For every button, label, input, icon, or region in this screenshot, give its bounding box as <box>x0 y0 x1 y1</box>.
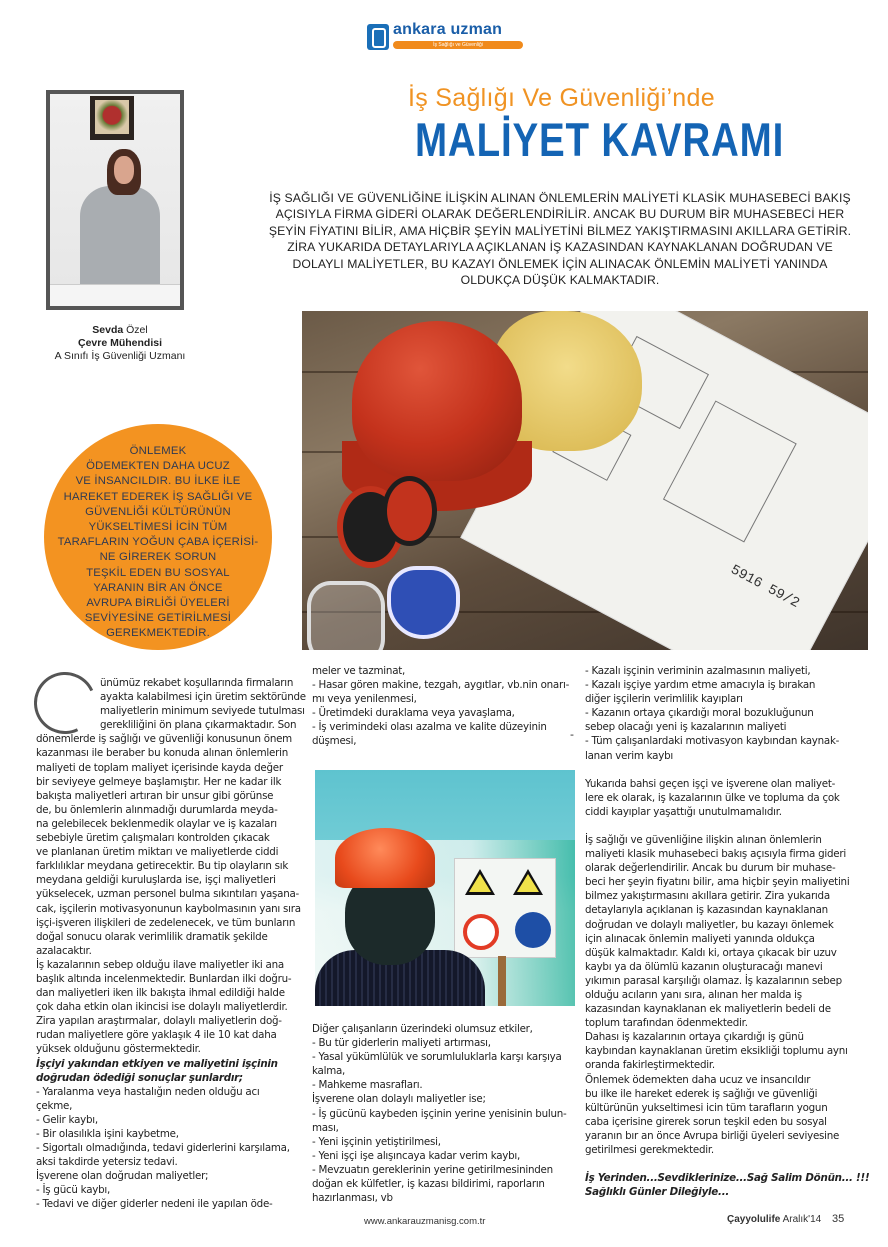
text-line: çekme, <box>36 1099 73 1112</box>
text-line: İş kazalarının sebep olduğu ilave maliyetler iki ana <box>36 958 284 971</box>
logo-brand-text: ankara uzman <box>393 21 503 38</box>
closing-line: Sağlıklı Günler Dileğiyle... <box>585 1186 730 1199</box>
text-line: - Bir olasılıkla işini kaybetme, <box>36 1128 179 1140</box>
text-line: - İş gücü kaybı, <box>36 1184 111 1197</box>
text-line: ması, <box>312 1121 339 1134</box>
text-line: maliyeti klasik muhasebeci bakış açısıyla firma gideri <box>585 848 846 861</box>
text-line: - İş verimindeki olası azalma ve kalite düzeyinin <box>312 721 547 734</box>
text-line: - Yasal yükümlülük ve sorumluluklarla karşı karşıya <box>312 1051 562 1064</box>
logo-mark-icon <box>367 24 389 50</box>
body-column-2-top <box>312 664 574 749</box>
quote-line: YARANIN BİR AN ÖNCE <box>93 581 223 594</box>
author-role: A Sınıfı İş Güvenliği Uzmanı <box>54 350 186 362</box>
author-profession: Çevre Mühendisi <box>77 337 163 349</box>
no-smoking-icon <box>463 914 499 950</box>
author-last-name: Özel <box>126 324 148 336</box>
body-column-3 <box>585 664 870 1199</box>
text-line: kazasından kaynaklanan ek maliyetlerin bedeli de <box>585 1003 831 1016</box>
text-line: İşverene olan doğrudan maliyetler; <box>36 1170 209 1183</box>
text-line: farklılıklar meydana getirecektir. Bu tip olayların sık <box>36 860 289 873</box>
text-line: bu ilke ile hareket ederek iş sağlığı ve güvenliği <box>585 1087 818 1100</box>
pull-quote-text <box>44 444 272 642</box>
text-line: lere ek olarak, iş kazalarının ülke ve topluma da çok <box>585 791 840 804</box>
text-line: oranda fakirleştirmektedir. <box>585 1059 715 1072</box>
text-line: kültürünün yukseltimesi icin tüm tarafların yogun <box>585 1101 828 1114</box>
text-line: cak, işçilerin motivasyonunun kaybolmasının yanı sıra <box>36 902 301 915</box>
text-line: yaranın bır an önce Avrupa birliği üyeleri seviyesine <box>585 1129 840 1142</box>
quote-line: SEVİYESİNE GETİRİLMESİ <box>84 612 232 625</box>
footer-magazine-info <box>727 1213 844 1225</box>
text-line: detaylarıyla açıklanan iş kazasından kaynaklanan <box>585 904 828 917</box>
paragraph-spacer <box>585 1157 865 1171</box>
text-line: - Kazalı işçinin veriminin azalmasının maliyeti, <box>585 665 811 677</box>
text-line: diğer işçilerin verimlilik kayıpları <box>585 693 743 706</box>
text-line: - Bu tür giderlerin maliyeti artırması, <box>312 1037 491 1050</box>
quote-line: ÖNLEMEK <box>129 445 187 457</box>
text-line: doğrudan ve dolaylı maliyetler, bu kazayı önlemek <box>585 918 834 931</box>
text-line: meydana geldiği kuruluşlarda ise, işçi maliyetleri <box>36 874 276 887</box>
text-line: yükselecek, uzman personel bulma sıkıntıları yaşana- <box>36 888 299 901</box>
text-line: olduğu acıların yanı sıra, alınan her malda iş <box>585 988 802 1001</box>
text-line: - Üretimdeki duraklama veya yavaşlama, <box>312 707 515 720</box>
closing-line: İş Yerinden...Sevdiklerinize...Sağ Salim Dönün... !!! <box>585 1172 870 1185</box>
text-line: - Tüm çalışanlardaki motivasyon kaybından kaynak- <box>585 735 840 748</box>
text-line: kalma, <box>312 1065 346 1078</box>
text-line: ciddi kayıplar yaşattığı unutulmamalıdır. <box>585 805 782 818</box>
text-line: - Mahkeme masrafları. <box>312 1079 423 1092</box>
quote-line: ÖDEMEKTEN DAHA UCUZ <box>86 460 230 473</box>
quote-line: TEŞKİL EDEN BU SOSYAL <box>86 566 230 579</box>
magazine-name: Çayyolulife <box>727 1214 781 1225</box>
text-line: - Hasar gören makine, tezgah, aygıtlar, vb.nin onarı- <box>312 679 570 692</box>
text-line: işçi-işveren ilişkileri de zedelenecek, ve tüm bunların <box>36 916 296 929</box>
text-line: Diğer çalışanların üzerindeki olumsuz etkiler, <box>312 1023 533 1035</box>
bold-italic-line: İşçiyi yakından etkiyen ve maliyetini işçinin <box>36 1057 278 1070</box>
safety-equipment-photo <box>302 311 868 650</box>
text-line: sebebiyle üretim çalışmaları kontrolden çıkacak <box>36 832 270 845</box>
worker-hard-hat <box>335 828 435 888</box>
text-line: caba içerisine girerek sorun teşkil eden bu sosyal <box>585 1115 827 1128</box>
text-line: ve planlanan üretim miktarı ve maliyetlerde ciddi <box>36 846 279 859</box>
quote-line: VE İNSANCILDIR. BU İLKE İLE <box>75 475 241 488</box>
text-line: - Mevzuatın gereklerinin yerine getirilmesininden <box>312 1163 553 1176</box>
text-line: Yukarıda bahsi geçen işçi ve işverene olan maliyet- <box>585 777 836 790</box>
safety-sign-board <box>454 858 556 958</box>
text-line: doğal sonucu olarak verimlilik dramatik şekilde <box>36 930 268 943</box>
text-line: yıkımın parasal karşılığı olamaz. İş kazalarının sebep <box>585 974 842 987</box>
worker-safety-signs-photo <box>315 770 575 1006</box>
text-line: çok daha etkin olan ikincisi ise dolaylı maliyetlerdir. <box>36 1001 288 1014</box>
sign-post <box>498 956 506 1006</box>
dropcap-line: maliyetlerin minimum seviyede tutulması <box>100 705 305 718</box>
text-line: - Yeni işçi işe alışıncaya kadar verim kaybı, <box>312 1149 521 1162</box>
quote-line: HAREKET EDEREK İŞ SAĞLIĞI VE <box>63 490 253 503</box>
text-line: düşük kalmaktadır. Kaldı ki, ortaya çıkacak bir uzuv <box>585 946 837 959</box>
safety-goggles <box>307 581 385 650</box>
paragraph-spacer <box>585 819 865 833</box>
author-figure-face <box>114 156 134 184</box>
text-line: doğan ek külfetler, iş kazası bildirimi, raporların <box>312 1178 545 1191</box>
text-line: - Yeni işçinin yetiştirilmesi, <box>312 1135 441 1148</box>
quote-line: NE GİREREK SORUN <box>99 551 217 564</box>
text-line: yüksek olduğunu göstermektedir. <box>36 1043 201 1056</box>
text-line: na gelebilecek beklenmedik olaylar ve iş kazaları <box>36 817 277 830</box>
text-line: azalacaktır. <box>36 944 92 957</box>
text-line: İş sağlığı ve güvenliğine ilişkin alınan önlemlerin <box>585 833 822 846</box>
bold-italic-line: doğrudan ödediği sonuçlar şunlardır; <box>36 1071 243 1084</box>
quote-line: TARAFLARIN YOĞUN ÇABA İÇERİSİ- <box>57 536 259 549</box>
dropcap-line: ayakta kalabilmesi için üretim sektöründe <box>100 691 306 704</box>
issue-date: Aralık'14 <box>782 1214 822 1225</box>
text-line: bakışta maliyetleri artıran bir unsur gibi görünse <box>36 789 274 802</box>
author-photo <box>46 90 184 310</box>
desk <box>50 284 180 310</box>
text-line: rudan maliyetlere göre yaklaşık 4 ile 10 kat daha <box>36 1029 277 1042</box>
paragraph-spacer <box>585 763 865 777</box>
warning-triangle-icon <box>465 869 495 895</box>
text-line: Zira yapılan araştırmalar, dolaylı maliyetlerin doğ- <box>36 1015 282 1028</box>
stray-dash: - <box>570 728 574 741</box>
body-column-1 <box>36 676 306 1212</box>
quote-line: GÜVENLİĞİ KÜLTÜRÜNÜN <box>85 505 231 518</box>
ankara-uzman-logo <box>367 21 527 54</box>
quote-line: GEREKMEKTEDİR. <box>106 627 210 640</box>
text-line: getirilmesi gerekmektedir. <box>585 1144 714 1156</box>
text-line: meler ve tazminat, <box>312 665 406 677</box>
text-line: - Sigortalı olmadığında, tedavi giderlerini karşılama, <box>36 1142 290 1155</box>
text-line: - Kazalı işçiye yardım etme amacıyla iş bırakan <box>585 679 816 692</box>
text-line: aksi takdirde yetersiz tedavi. <box>36 1156 178 1169</box>
wall-painting <box>90 96 134 140</box>
author-first-name: Sevda <box>92 324 124 336</box>
dropcap-line: gerekliliğini ön plana çıkarmaktadır. Son <box>100 719 297 732</box>
text-line: sebep olacağı yeni iş kazalarının maliyeti <box>585 721 787 734</box>
text-line: kazanması ile beraber bu konuda alınan önlemlerin <box>36 747 288 760</box>
article-title: MALİYET KAVRAMI <box>415 113 785 166</box>
article-subtitle: İş Sağlığı Ve Güvenliği’nde <box>408 84 715 112</box>
text-line: Önlemek ödemekten daha ucuz ve insancıldır <box>585 1073 811 1086</box>
text-line: İşverene olan dolaylı maliyetler ise; <box>312 1093 486 1106</box>
quote-line: AVRUPA BİRLİĞİ ÜYELERİ <box>86 597 230 610</box>
page-number: 35 <box>831 1213 845 1225</box>
text-line: - Kazanın ortaya çıkardığı moral bozukluğunun <box>585 707 814 720</box>
flammable-warning-icon <box>513 869 543 895</box>
text-line: olarak değerlendirilir. Ancak bu durum bir muhase- <box>585 862 836 875</box>
footer-url[interactable]: www.ankarauzmanisg.com.tr <box>364 1216 486 1227</box>
text-line: - Tedavi ve diğer giderler nedeni ile yapılan öde- <box>36 1198 273 1211</box>
quote-line: YÜKSELTİMESİ İCİN TÜM <box>88 521 228 534</box>
blueprint-label: 5916 59/2 <box>727 562 802 612</box>
text-line: mı veya yenilenmesi, <box>312 693 417 706</box>
author-caption <box>40 324 200 363</box>
article-lead: İŞ SAĞLIĞI VE GÜVENLİĞİNE İLİŞKİN ALINAN ÖNLEMLERİN MALİYETİ KLASİK MUHASEBECİ BAKIŞ AÇISIYLA FİRMA GİDERİ OLARAK DEĞERLENDİRİLİR. ANCAK BU DURUM BİR MUHASEBECİ HER ŞEYİN FİYATINI BİLİR, AMA HİÇBİR ŞEYİN MALİYETİNİ BİLMEZ YAKIŞTIRMASINI AKILLARA GETİRİR. ZİRA YUKARIDA DETAYLARIYLA AÇIKLANAN İŞ KAZASINDAN KAYNAKLANAN DOĞRUDAN VE DOLAYLI MALİYETLER, BU KAZAYI ÖNLEMEK İÇİN ALINACAK ÖNLEMİN MALİYETİ YANINDA OLDUKÇA DÜŞÜK KALMAKTADIR. <box>268 191 852 288</box>
text-line: maliyeti de toplam maliyet içerisinde kayda değer <box>36 761 283 774</box>
safety-boots-required-icon <box>515 912 551 948</box>
text-line: - Gelir kaybı, <box>36 1113 98 1126</box>
text-line: de, bu önlemlerin alınmadığı durumlarda meyda- <box>36 803 278 816</box>
text-line: - Yaralanma veya hastalığın neden olduğu acı <box>36 1085 260 1098</box>
text-line: bir seviyeye gelmeye başlamıştır. Her ne kadar ilk <box>36 775 282 788</box>
text-line: kaybından kaynaklanan üretim eksikliği toplumu aynı <box>585 1045 848 1058</box>
text-line: lanan verim kaybı <box>585 749 673 762</box>
text-line: dan maliyetleri iken ilk bakışta ihmal edildiği halde <box>36 987 285 1000</box>
text-line: dönemlerde iş sağlığı ve güvenliği konusunun önem <box>36 733 292 746</box>
red-hard-hat <box>352 321 522 481</box>
text-line: beci her şeyin fiyatını bilir, ama hiçbir şeyin maliyetini <box>585 876 850 889</box>
body-column-2-bottom <box>312 1022 574 1205</box>
text-line: - İş gücünü kaybeden işçinin yerine yenisinin bulun- <box>312 1107 567 1120</box>
text-line: için alınacak önlemin maliyeti yanında oldukça <box>585 932 815 945</box>
text-line: düşmesi, <box>312 735 357 748</box>
dust-mask <box>387 566 460 639</box>
dropcap-line: ünümüz rekabet koşullarında firmaların <box>100 677 294 689</box>
text-line: başlık altında incelenmektedir. Bunlardan ilki doğru- <box>36 972 292 985</box>
text-line: bilmez yakıştırmasını akıllara getirir. Zira yukarıda <box>585 890 830 903</box>
ear-muff <box>382 476 437 546</box>
text-line: kaybı ya da ölümlü kazanın oluşturacağı manevi <box>585 960 823 973</box>
text-line: toplum tarafından ödenmektedir. <box>585 1017 748 1030</box>
logo-tagline: İş Sağlığı ve Güvenliği <box>393 41 523 49</box>
text-line: Dahası iş kazalarının ortaya çıkardığı iş günü <box>585 1031 804 1044</box>
text-line: hazırlanması, vb <box>312 1192 393 1205</box>
